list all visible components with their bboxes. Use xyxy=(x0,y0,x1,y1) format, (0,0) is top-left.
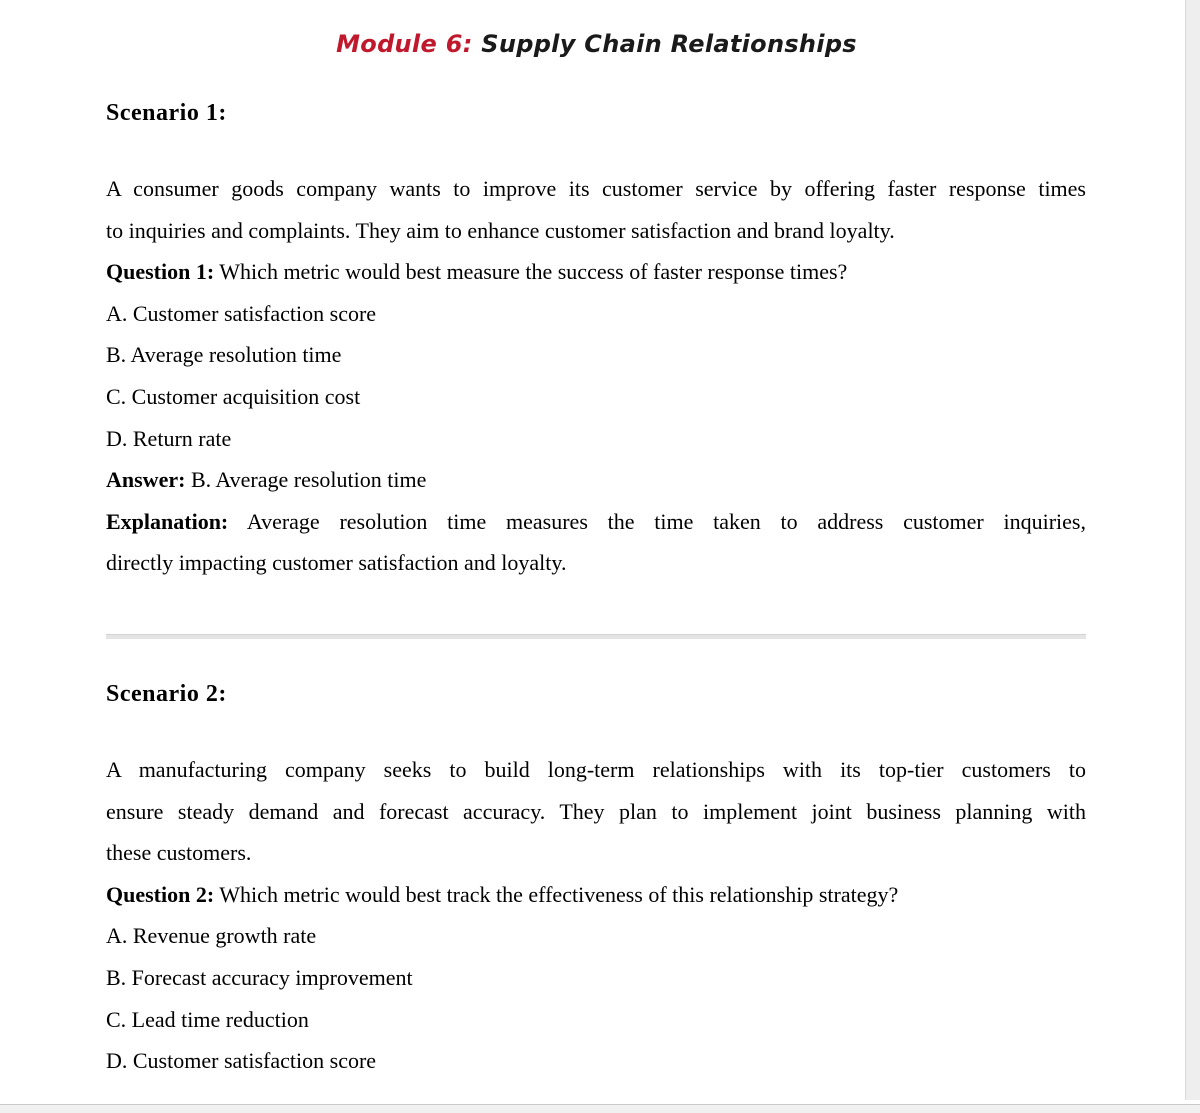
scenario-2-description-line: ensure steady demand and forecast accuracy. They plan to implement joint business planning with xyxy=(106,798,1086,824)
option-a: A. Customer satisfaction score xyxy=(106,300,377,326)
status-bar xyxy=(0,1104,1200,1113)
answer-1-text: B. Average resolution time xyxy=(190,467,427,493)
question-2 xyxy=(106,874,1086,916)
explanation-1-text: Average resolution time measures the time taken to address customer inquiries, xyxy=(246,508,1086,534)
scenario-1-description-line: to inquiries and complaints. They aim to enhance customer satisfaction and brand loyalty. xyxy=(106,217,895,243)
option-a: A. Revenue growth rate xyxy=(106,923,317,949)
scenario-2-body xyxy=(106,749,1086,1082)
option-d: D. Customer satisfaction score xyxy=(106,1048,377,1074)
module-number: Module 6: xyxy=(336,30,473,58)
scenario-1-body xyxy=(106,168,1086,584)
option-b: B. Forecast accuracy improvement xyxy=(106,964,413,990)
question-2-text: Which metric would best track the effectiveness of this relationship strategy? xyxy=(219,881,899,907)
question-1-label: Question 1: xyxy=(106,259,215,285)
module-topic: Supply Chain Relationships xyxy=(481,30,857,58)
question-1-text: Which metric would best measure the success of faster response times? xyxy=(219,259,848,285)
explanation-1 xyxy=(106,501,1086,543)
option-c: C. Lead time reduction xyxy=(106,1006,309,1032)
option-c: C. Customer acquisition cost xyxy=(106,383,361,409)
scenario-1-description-line: A consumer goods company wants to improve its customer service by offering faster response times xyxy=(106,176,1086,201)
question-2-label: Question 2: xyxy=(106,881,215,907)
page-edge xyxy=(1185,0,1200,1100)
answer-1-label: Answer: xyxy=(106,467,186,493)
scenario-2-description-line: these customers. xyxy=(106,840,252,866)
scenario-2-description-line: A manufacturing company seeks to build long-term relationships with its top-tier customers to xyxy=(106,757,1086,782)
option-b: B. Average resolution time xyxy=(106,342,342,368)
section-divider xyxy=(106,634,1086,639)
scenario-1-heading: Scenario 1: xyxy=(106,100,227,126)
question-1 xyxy=(106,251,1086,293)
module-title xyxy=(0,30,1193,58)
explanation-1-label: Explanation: xyxy=(106,508,229,534)
option-d: D. Return rate xyxy=(106,425,232,451)
scenario-2-heading: Scenario 2: xyxy=(106,681,227,707)
explanation-1-continued: directly impacting customer satisfaction and loyalty. xyxy=(106,550,567,576)
answer-1 xyxy=(106,459,1086,501)
